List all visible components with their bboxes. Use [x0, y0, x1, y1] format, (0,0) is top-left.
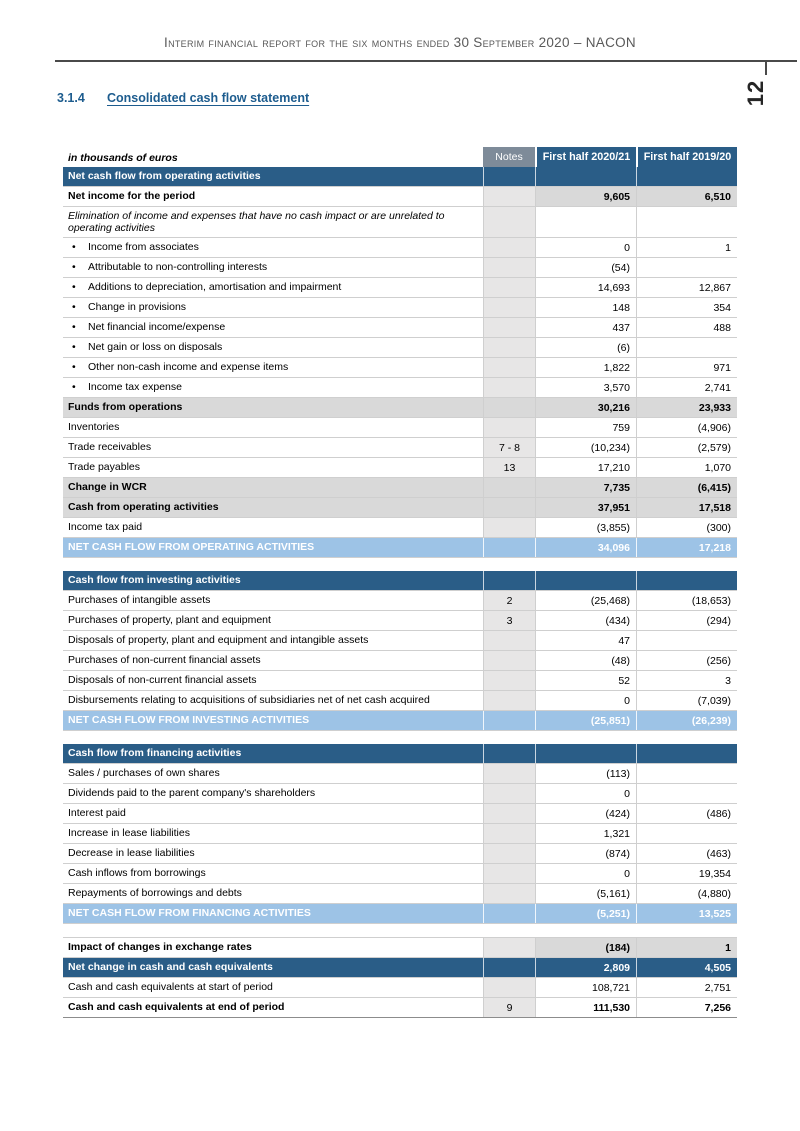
row-label: [63, 278, 483, 297]
row-value-2019-20: [636, 258, 737, 277]
table-row: [63, 591, 737, 611]
row-value-2020-21: 52: [535, 671, 636, 690]
row-value-2019-20: [636, 824, 737, 843]
bullet-icon: •: [72, 321, 76, 334]
row-label: Increase in lease liabilities: [68, 827, 190, 840]
row-notes: [483, 764, 535, 783]
row-value-2020-21: (424): [535, 804, 636, 823]
row-label: [63, 378, 483, 397]
table-row: [63, 338, 737, 358]
row-label: Dividends paid to the parent company's shareholders: [68, 787, 316, 800]
bullet-icon: •: [72, 261, 76, 274]
col-header-first-half-2020-21: First half 2020/21: [535, 147, 636, 167]
row-notes: [483, 958, 535, 977]
row-label: Disbursements relating to acquisitions of subsidiaries net of net cash acquired: [68, 694, 430, 707]
row-value-2019-20: 2,751: [636, 978, 737, 997]
row-label: [63, 298, 483, 317]
table-row: [63, 458, 737, 478]
row-value-2019-20: (256): [636, 651, 737, 670]
row-label: Change in WCR: [68, 481, 147, 494]
row-notes: 13: [483, 458, 535, 477]
row-value-2020-21: 34,096: [535, 538, 636, 557]
row-label: Net change in cash and cash equivalents: [68, 961, 273, 974]
row-value-2020-21: 14,693: [535, 278, 636, 297]
row-value-2020-21: 0: [535, 864, 636, 883]
section-header-notes-cell: [483, 744, 535, 763]
row-notes: [483, 378, 535, 397]
row-label-text: Income tax expense: [88, 381, 182, 394]
row-label: NET CASH FLOW FROM INVESTING ACTIVITIES: [68, 714, 310, 727]
row-value-2019-20: (486): [636, 804, 737, 823]
row-value-2019-20: 1: [636, 238, 737, 257]
row-notes: [483, 784, 535, 803]
section-header-label: Cash flow from investing activities: [68, 574, 241, 587]
row-value-2019-20: (4,880): [636, 884, 737, 903]
row-value-2020-21: 0: [535, 784, 636, 803]
row-value-2020-21: 1,822: [535, 358, 636, 377]
section-header-row: [63, 744, 737, 764]
bullet-icon: •: [72, 241, 76, 254]
table-row: [63, 631, 737, 651]
table-body: [63, 167, 737, 1018]
table-row: [63, 318, 737, 338]
row-notes: [483, 938, 535, 957]
section-header-row: [63, 167, 737, 187]
row-value-2019-20: [636, 207, 737, 237]
table-section: [63, 571, 737, 731]
table-row: [63, 418, 737, 438]
table-row: [63, 998, 737, 1018]
row-notes: [483, 978, 535, 997]
row-notes: [483, 398, 535, 417]
table-row: [63, 278, 737, 298]
row-notes: 3: [483, 611, 535, 630]
row-value-2020-21: 3,570: [535, 378, 636, 397]
row-value-2019-20: (6,415): [636, 478, 737, 497]
row-label: Interest paid: [68, 807, 126, 820]
table-header-row: [63, 147, 737, 167]
row-notes: [483, 691, 535, 710]
row-value-2019-20: 1: [636, 938, 737, 957]
row-notes: [483, 238, 535, 257]
row-notes: 9: [483, 998, 535, 1017]
row-label: Trade payables: [68, 461, 140, 474]
row-value-2019-20: (26,239): [636, 711, 737, 730]
row-value-2019-20: (2,579): [636, 438, 737, 457]
row-label: Cash from operating activities: [68, 501, 219, 514]
row-value-2020-21: 108,721: [535, 978, 636, 997]
row-value-2019-20: 12,867: [636, 278, 737, 297]
row-value-2020-21: 1,321: [535, 824, 636, 843]
row-value-2020-21: [535, 207, 636, 237]
row-label: Impact of changes in exchange rates: [68, 941, 252, 954]
row-label: NET CASH FLOW FROM FINANCING ACTIVITIES: [68, 907, 311, 920]
row-label: Elimination of income and expenses that have no cash impact or are unrelated to operating activities: [68, 209, 445, 234]
row-value-2020-21: 148: [535, 298, 636, 317]
row-notes: [483, 358, 535, 377]
section-header-label: Cash flow from financing activities: [68, 747, 242, 760]
bullet-icon: •: [72, 301, 76, 314]
row-label: [63, 338, 483, 357]
table-row: [63, 358, 737, 378]
row-label: Purchases of non-current financial assets: [68, 654, 261, 667]
row-value-2019-20: 971: [636, 358, 737, 377]
table-row: [63, 238, 737, 258]
row-value-2020-21: 759: [535, 418, 636, 437]
section-header-notes-cell: [483, 167, 535, 186]
row-value-2020-21: (874): [535, 844, 636, 863]
row-label-text: Net financial income/expense: [88, 321, 226, 334]
row-value-2020-21: (25,468): [535, 591, 636, 610]
table-section: [63, 167, 737, 558]
row-value-2020-21: 9,605: [535, 187, 636, 206]
row-label: Income tax paid: [68, 521, 143, 534]
row-label: [63, 258, 483, 277]
row-label: Purchases of property, plant and equipment: [68, 614, 271, 627]
row-label: Repayments of borrowings and debts: [68, 887, 242, 900]
table-row: [63, 538, 737, 558]
row-value-2019-20: (294): [636, 611, 737, 630]
bullet-icon: •: [72, 341, 76, 354]
table-row: [63, 207, 737, 238]
table-row: [63, 611, 737, 631]
row-label-text: Additions to depreciation, amortisation and impairment: [88, 281, 342, 294]
row-notes: [483, 338, 535, 357]
row-notes: [483, 844, 535, 863]
col-header-first-half-2019-20: First half 2019/20: [636, 147, 737, 167]
table-section: [63, 744, 737, 924]
row-value-2020-21: 7,735: [535, 478, 636, 497]
row-notes: [483, 278, 535, 297]
table-row: [63, 978, 737, 998]
row-label: [63, 318, 483, 337]
section-header-row: [63, 571, 737, 591]
row-label: Inventories: [68, 421, 120, 434]
table-row: [63, 378, 737, 398]
row-value-2020-21: 0: [535, 691, 636, 710]
row-value-2019-20: (4,906): [636, 418, 737, 437]
table-row: [63, 298, 737, 318]
table-row: [63, 518, 737, 538]
row-value-2019-20: (463): [636, 844, 737, 863]
row-notes: 7 - 8: [483, 438, 535, 457]
row-value-2020-21: 30,216: [535, 398, 636, 417]
row-notes: [483, 671, 535, 690]
row-value-2019-20: (18,653): [636, 591, 737, 610]
row-value-2020-21: 2,809: [535, 958, 636, 977]
section-header-value-cell: [535, 571, 636, 590]
table-row: [63, 258, 737, 278]
row-value-2019-20: 354: [636, 298, 737, 317]
row-value-2020-21: 17,210: [535, 458, 636, 477]
row-value-2020-21: (184): [535, 938, 636, 957]
row-label: Trade receivables: [68, 441, 152, 454]
row-notes: [483, 298, 535, 317]
row-notes: [483, 804, 535, 823]
table-row: [63, 711, 737, 731]
row-value-2020-21: (48): [535, 651, 636, 670]
table-row: [63, 691, 737, 711]
row-label-text: Net gain or loss on disposals: [88, 341, 223, 354]
row-label-text: Income from associates: [88, 241, 199, 254]
row-value-2019-20: [636, 338, 737, 357]
row-label-text: Other non-cash income and expense items: [88, 361, 289, 374]
row-value-2020-21: 37,951: [535, 498, 636, 517]
row-notes: [483, 418, 535, 437]
row-value-2020-21: 111,530: [535, 998, 636, 1017]
row-value-2019-20: [636, 631, 737, 650]
section-header-value-cell: [636, 744, 737, 763]
row-value-2019-20: 19,354: [636, 864, 737, 883]
section-number: 3.1.4: [57, 91, 85, 105]
bullet-icon: •: [72, 381, 76, 394]
row-label: Cash and cash equivalents at end of period: [68, 1001, 285, 1014]
cash-flow-table: [63, 147, 737, 1018]
row-notes: [483, 478, 535, 497]
row-notes: 2: [483, 591, 535, 610]
table-row: [63, 398, 737, 418]
row-value-2019-20: 4,505: [636, 958, 737, 977]
row-notes: [483, 711, 535, 730]
row-value-2019-20: 13,525: [636, 904, 737, 923]
table-row: [63, 844, 737, 864]
row-value-2019-20: (7,039): [636, 691, 737, 710]
row-label: [63, 358, 483, 377]
row-label-text: Attributable to non-controlling interests: [88, 261, 268, 274]
page-number: 12: [743, 79, 768, 107]
row-value-2020-21: (54): [535, 258, 636, 277]
table-row: [63, 764, 737, 784]
row-notes: [483, 498, 535, 517]
row-label: [63, 238, 483, 257]
table-row: [63, 438, 737, 458]
row-label: Cash and cash equivalents at start of period: [68, 981, 273, 994]
row-value-2020-21: 47: [535, 631, 636, 650]
section-header-label: Net cash flow from operating activities: [68, 170, 261, 183]
row-value-2020-21: (10,234): [535, 438, 636, 457]
bullet-icon: •: [72, 281, 76, 294]
row-value-2020-21: 0: [535, 238, 636, 257]
row-value-2019-20: 6,510: [636, 187, 737, 206]
table-row: [63, 651, 737, 671]
section-title: Consolidated cash flow statement: [107, 91, 310, 105]
row-notes: [483, 631, 535, 650]
table-section: [63, 937, 737, 1018]
table-row: [63, 904, 737, 924]
running-header: Interim financial report for the six months ended 30 September 2020 – NACON: [164, 35, 636, 50]
bullet-icon: •: [72, 361, 76, 374]
row-label: Funds from operations: [68, 401, 183, 414]
row-value-2020-21: (3,855): [535, 518, 636, 537]
row-notes: [483, 518, 535, 537]
table-row: [63, 958, 737, 978]
table-row: [63, 187, 737, 207]
row-label: Cash inflows from borrowings: [68, 867, 206, 880]
row-label: Disposals of non-current financial assets: [68, 674, 257, 687]
row-label: Sales / purchases of own shares: [68, 767, 220, 780]
row-label: NET CASH FLOW FROM OPERATING ACTIVITIES: [68, 541, 315, 554]
table-row: [63, 938, 737, 958]
row-value-2019-20: 3: [636, 671, 737, 690]
row-label-text: Change in provisions: [88, 301, 187, 314]
row-notes: [483, 538, 535, 557]
row-value-2020-21: (5,251): [535, 904, 636, 923]
table-row: [63, 498, 737, 518]
row-value-2019-20: 17,218: [636, 538, 737, 557]
section-header-notes-cell: [483, 571, 535, 590]
row-value-2020-21: (6): [535, 338, 636, 357]
row-notes: [483, 318, 535, 337]
row-value-2019-20: (300): [636, 518, 737, 537]
row-value-2020-21: (5,161): [535, 884, 636, 903]
row-notes: [483, 651, 535, 670]
row-notes: [483, 187, 535, 206]
row-value-2019-20: [636, 764, 737, 783]
table-row: [63, 671, 737, 691]
table-row: [63, 478, 737, 498]
row-label: Disposals of property, plant and equipment and intangible assets: [68, 634, 369, 647]
row-notes: [483, 864, 535, 883]
section-header-value-cell: [535, 744, 636, 763]
table-row: [63, 804, 737, 824]
row-label: Decrease in lease liabilities: [68, 847, 195, 860]
row-label: Net income for the period: [68, 190, 196, 203]
row-notes: [483, 258, 535, 277]
row-label: Purchases of intangible assets: [68, 594, 211, 607]
row-value-2019-20: 7,256: [636, 998, 737, 1017]
row-notes: [483, 904, 535, 923]
row-value-2020-21: (434): [535, 611, 636, 630]
section-header-value-cell: [636, 167, 737, 186]
table-row: [63, 864, 737, 884]
col-header-notes: Notes: [483, 147, 535, 167]
row-notes: [483, 207, 535, 237]
row-value-2020-21: 437: [535, 318, 636, 337]
table-row: [63, 884, 737, 904]
section-header-value-cell: [636, 571, 737, 590]
row-notes: [483, 884, 535, 903]
section-heading: [57, 91, 309, 105]
row-value-2019-20: [636, 784, 737, 803]
unit-label: in thousands of euros: [68, 151, 178, 164]
header-rule: [55, 60, 797, 62]
table-row: [63, 824, 737, 844]
row-value-2020-21: (25,851): [535, 711, 636, 730]
row-value-2019-20: 17,518: [636, 498, 737, 517]
row-value-2019-20: 1,070: [636, 458, 737, 477]
row-value-2019-20: 2,741: [636, 378, 737, 397]
section-header-value-cell: [535, 167, 636, 186]
row-value-2020-21: (113): [535, 764, 636, 783]
row-notes: [483, 824, 535, 843]
table-row: [63, 784, 737, 804]
row-value-2019-20: 488: [636, 318, 737, 337]
row-value-2019-20: 23,933: [636, 398, 737, 417]
